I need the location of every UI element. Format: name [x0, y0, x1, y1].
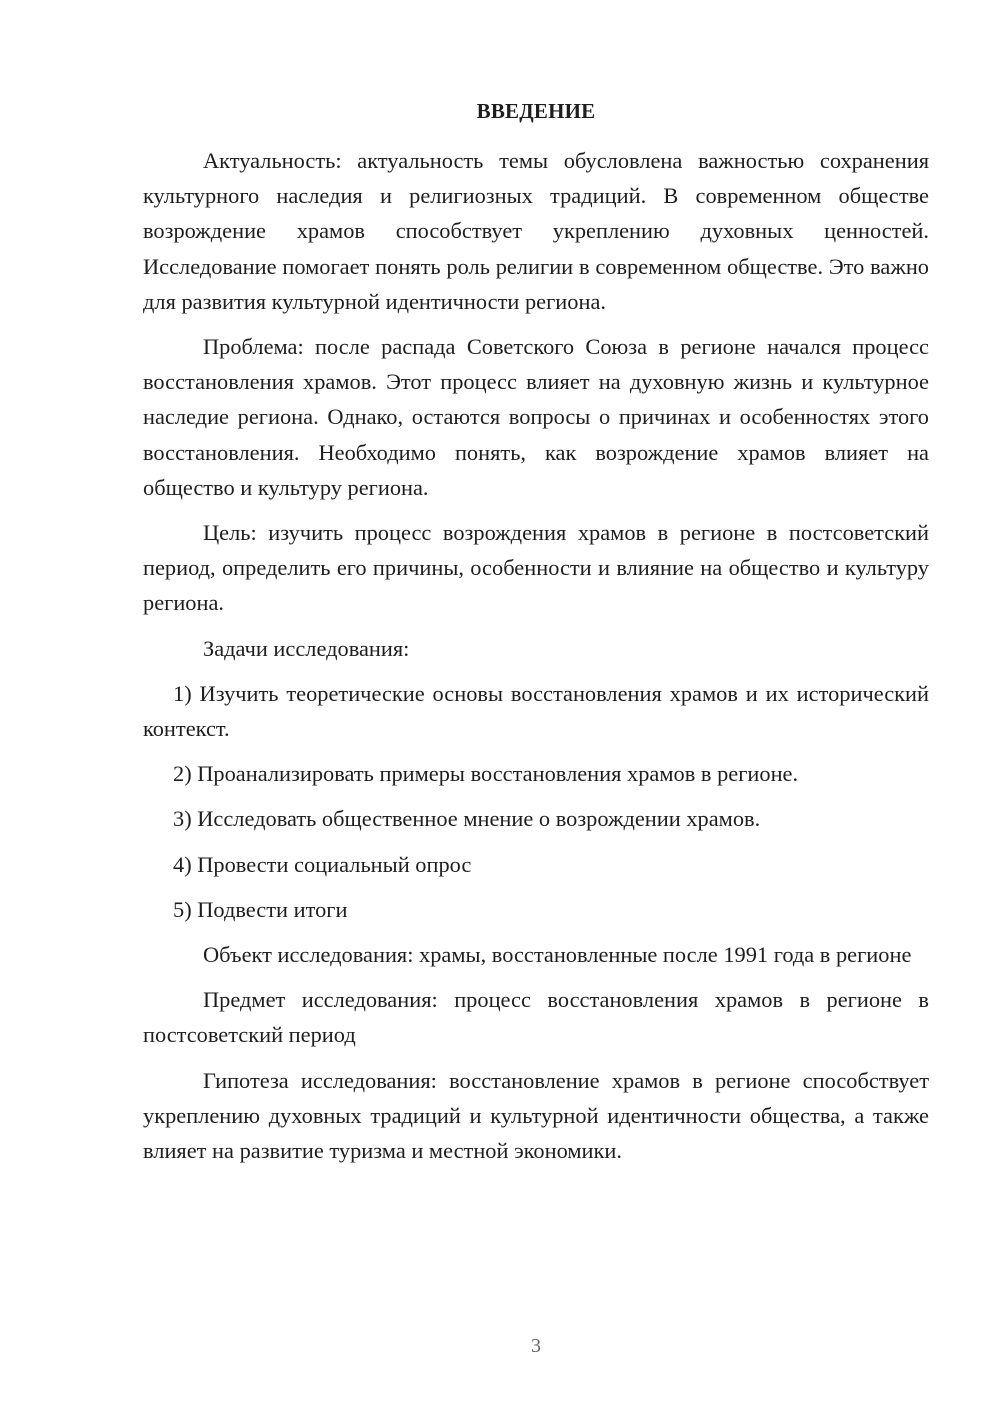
tasks-heading: Задачи исследования:: [203, 635, 410, 661]
task-item-1: 1) Изучить теоретические основы восстановления храмов и их исторический контекст.: [143, 680, 929, 742]
object-paragraph: Объект исследования: храмы, восстановленные после 1991 года в регионе: [203, 942, 912, 968]
document-body: [143, 143, 929, 1178]
document-page: [143, 0, 929, 1414]
task-item-3: 3) Исследовать общественное мнение о возрождении храмов.: [173, 806, 761, 832]
section-title: ВВЕДЕНИЕ: [476, 99, 596, 123]
hypothesis-paragraph: Гипотеза исследования: восстановление храмов в регионе способствует укреплению духовных традиций и культурной идентичности общества, а также влияет на развитие туризма и местной экономики.: [143, 1067, 929, 1164]
subject-paragraph: Предмет исследования: процесс восстановления храмов в регионе в постсоветский период: [143, 987, 929, 1048]
task-item-4: 4) Провести социальный опрос: [173, 851, 472, 877]
relevance-paragraph: Актуальность: актуальность темы обусловлена важностью сохранения культурного наследия и религиозных традиций. В современном обществе возрождение храмов способствует укреплению духовных ценностей. Исследование помогает понять роль религии в современном обществе. Это важно для развития культурной идентичности региона.: [143, 148, 929, 314]
goal-paragraph: Цель: изучить процесс возрождения храмов в регионе в постсоветский период, определить его причины, особенности и влияние на общество и культуру региона.: [143, 520, 929, 616]
problem-paragraph: Проблема: после распада Советского Союза в регионе начался процесс восстановления храмов. Этот процесс влияет на духовную жизнь и культурное наследие региона. Однако, остаются вопросы о причинах и особенностях этого восстановления. Необходимо понять, как возрождение храмов влияет на общество и культуру региона.: [143, 334, 929, 500]
task-item-5: 5) Подвести итоги: [173, 896, 348, 922]
page-number: 3: [531, 1335, 541, 1357]
task-item-2: 2) Проанализировать примеры восстановления храмов в регионе.: [173, 761, 799, 787]
